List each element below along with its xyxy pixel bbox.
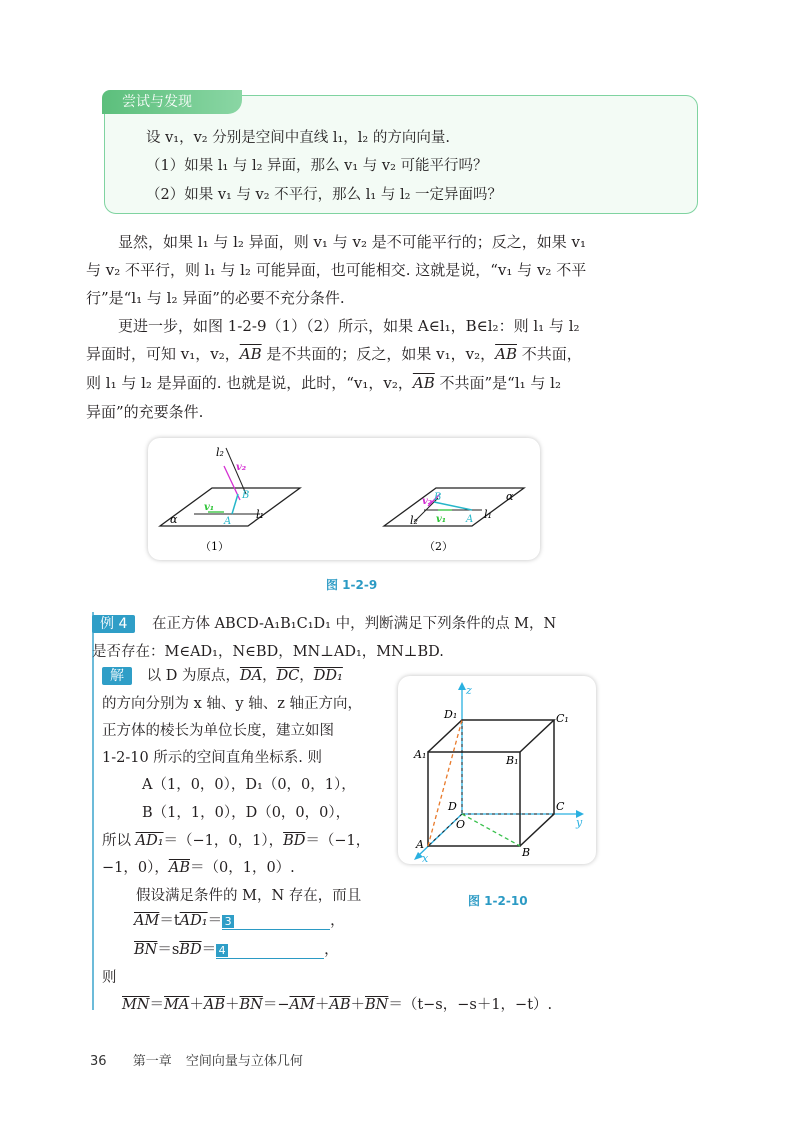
label-d: D <box>448 800 457 813</box>
solution-coords-2: B（1，1，0），D（0，0，0）， <box>142 805 351 821</box>
label-o: O <box>456 818 466 831</box>
blank-3-field[interactable] <box>222 913 330 930</box>
vec-bn: $\overline{BN}$ <box>364 997 389 1013</box>
label-alpha: α <box>170 513 178 526</box>
solution-tag: 解 <box>102 667 132 685</box>
page-footer <box>90 1050 303 1069</box>
example-side-rule <box>92 612 94 1010</box>
vec-mn: $\overline{MN}$ <box>122 997 150 1013</box>
solution-then: 则 <box>102 970 117 986</box>
subfig-2-label: （2） <box>424 540 453 553</box>
chapter-title: 空间向量与立体几何 <box>185 1054 303 1069</box>
subfig-1-label: （1） <box>200 540 229 553</box>
example-line-1 <box>92 612 556 633</box>
para2-l3c: 不共面”是“l₁ 与 l₂ <box>434 374 561 392</box>
solution-eq-2: $\overline{BN}=s\overline{BD}= 4$ ， <box>134 942 339 958</box>
para2-l2c: 是不共面的；反之，如果 v₁，v₂， <box>261 345 496 363</box>
para2-line-4: 异面”的充要条件. <box>86 403 204 421</box>
vec-dd1: DD₁ <box>313 668 343 684</box>
example-text-1: 在正方体 ABCD-A₁B₁C₁D₁ 中，判断满足下列条件的点 M，N <box>151 616 557 632</box>
para2-l2a: 异面时，可知 v₁，v₂， <box>86 345 240 363</box>
vec-ma: $\overline{MA}$ <box>164 997 190 1013</box>
figure-1-2-10 <box>398 676 596 864</box>
vec-ad1: AD₁ <box>135 833 164 849</box>
solution-line-4: 1-2-10 所示的空间直角坐标系. 则 <box>102 750 323 766</box>
solution-coords-1: A（1，0，0），D₁（0，0，1）， <box>142 777 356 793</box>
label-b: B <box>522 846 531 859</box>
label-l2: l₂ <box>216 446 224 459</box>
vec-ab: $\overline{AB}$ <box>239 345 262 363</box>
label-b1: B₁ <box>506 754 519 767</box>
vec-bn: $\overline{BN}$ <box>239 997 263 1013</box>
label-b: B <box>242 490 250 501</box>
vec-ab: $\overline{AB}$ <box>203 997 226 1013</box>
explore-line-2: （1）如果 l₁ 与 l₂ 异面，那么 v₁ 与 v₂ 可能平行吗？ <box>146 158 488 174</box>
figure-1-2-9-caption: 图 1-2-9 <box>326 578 378 592</box>
vec-am: $\overline{AM}$ <box>134 913 160 929</box>
figure-1-2-10-caption: 图 1-2-10 <box>468 894 528 908</box>
example-line-2: 是否存在：M∈AD₁，N∈BD，MN⊥AD₁，MN⊥BD. <box>92 644 444 660</box>
final-result: ＝（t−s，−s＋1，−t）. <box>388 997 553 1013</box>
explore-tab: 尝试与发现 <box>102 90 242 114</box>
sol-l7a: 所以 <box>102 833 136 849</box>
solution-line-3: 正方体的棱长为单位长度，建立如图 <box>102 723 334 739</box>
para2-l3a: 则 l₁ 与 l₂ 是异面的. 也就是说，此时，“v₁，v₂， <box>86 374 413 392</box>
label-x: x <box>422 852 429 864</box>
label-a: A <box>224 516 232 527</box>
eq1-end: ＝ <box>207 913 223 929</box>
label-b: B <box>434 492 442 503</box>
eq2-end: ＝ <box>201 942 217 958</box>
diagonal-bd <box>462 814 520 846</box>
blank-3-number: 3 <box>222 915 234 928</box>
solution-line-8 <box>102 856 295 877</box>
explore-line-1: 设 v₁，v₂ 分别是空间中直线 l₁，l₂ 的方向向量. <box>146 130 450 146</box>
label-v2: v₂ <box>422 496 433 507</box>
vec-ab: $\overline{AB}$ <box>412 374 435 392</box>
eq2-mid: ＝s <box>157 942 180 958</box>
para1-line-1: 显然，如果 l₁ 与 l₂ 异面，则 v₁ 与 v₂ 是不可能平行的；反之，如果 v₁ <box>118 233 586 251</box>
label-v2: v₂ <box>236 462 247 473</box>
label-v1: v₁ <box>204 502 215 513</box>
z-axis-arrow <box>458 682 466 690</box>
label-d1: D₁ <box>444 708 458 721</box>
label-a: A <box>416 838 424 851</box>
para2-line-2 <box>86 340 710 368</box>
solution-line-9: 假设满足条件的 M，N 存在，而且 <box>136 888 362 904</box>
plane-alpha-2 <box>384 488 524 526</box>
right-face <box>520 720 554 846</box>
sol-l8a: −1，0）， <box>102 860 169 876</box>
label-c1: C₁ <box>556 712 569 725</box>
vec-dc: $\overline{DC}$ <box>276 668 300 684</box>
segment-ab-2 <box>434 502 472 510</box>
sol-l7b: ＝（−1，0，1）， <box>163 833 284 849</box>
solution-final-eq: $\overline{MN}=\overline{MA}+\overline{AB}+\overline{BN}=-\overline{AM}+\overline{AB}+\overline{BN}=(t-s$，−s＋1，−t）. <box>122 997 553 1013</box>
label-c: C <box>556 800 565 813</box>
vec-ab: $\overline{AB}$ <box>495 345 517 363</box>
vec-ab: $\overline{AB}$ <box>168 860 190 876</box>
blank-4-field[interactable] <box>216 942 324 959</box>
solution-eq-1: $\overline{AM}=tAD_1= 3$ ， <box>134 913 345 929</box>
label-l1: l₁ <box>256 508 264 521</box>
label-a1: A₁ <box>414 748 427 761</box>
vec-ab: $\overline{AB}$ <box>329 997 351 1013</box>
vec-am: $\overline{AM}$ <box>289 997 315 1013</box>
figure-1-2-9-drawing <box>148 438 540 560</box>
explore-line-3: （2）如果 v₁ 与 v₂ 不平行，那么 l₁ 与 l₂ 一定异面吗？ <box>146 187 503 203</box>
figure-1-2-9 <box>148 438 540 560</box>
label-a: A <box>466 514 474 525</box>
para1-line-2: 与 v₂ 不平行，则 l₁ 与 l₂ 可能异面，也可能相交. 这就是说，“v₁ 与 v₂ 不平 <box>86 261 587 279</box>
sol-l7c: ＝（−1， <box>305 833 371 849</box>
para2-line-3 <box>86 369 710 397</box>
para2-line-1: 更进一步，如图 1-2-9（1）（2）所示，如果 A∈l₁，B∈l₂：则 l₁ 与 l₂ <box>118 317 580 335</box>
vec-da: $\overline{DA}$ <box>239 668 263 684</box>
vec-bd: $\overline{BD}$ <box>179 942 202 958</box>
chapter-label: 第一章 <box>132 1054 172 1069</box>
sol-l8b: ＝（0，1，0）. <box>190 860 295 876</box>
example-tag: 例 4 <box>92 615 135 633</box>
vec-ad1: AD₁ <box>179 913 208 929</box>
eq1-mid: ＝t <box>159 913 180 929</box>
label-v1: v₁ <box>436 514 447 525</box>
vec-bd: $\overline{BD}$ <box>283 833 306 849</box>
segment-ab-1 <box>232 494 238 514</box>
vec-bn: $\overline{BN}$ <box>134 942 158 958</box>
para2-l2e: 不共面， <box>516 345 582 363</box>
label-alpha: α <box>506 490 514 503</box>
cube-drawing <box>398 676 596 864</box>
top-face <box>428 720 554 752</box>
label-z: z <box>466 684 472 697</box>
label-y: y <box>576 816 583 829</box>
solution-line-7 <box>102 829 370 850</box>
label-l2: l₂ <box>410 514 418 527</box>
page-number: 36 <box>90 1054 107 1069</box>
para1-line-3: 行”是“l₁ 与 l₂ 异面”的必要不充分条件. <box>86 289 345 307</box>
blank-4-number: 4 <box>216 944 228 957</box>
label-l1: l₁ <box>484 508 492 521</box>
solution-l1a: 以 D 为原点， <box>146 668 240 684</box>
solution-line-2: 的方向分别为 x 轴、y 轴、z 轴正方向， <box>102 696 362 712</box>
solution-line-1: 解 以 D 为原点，$\overline{DA}$，$\overline{DC}$，DD₁ <box>102 664 343 685</box>
